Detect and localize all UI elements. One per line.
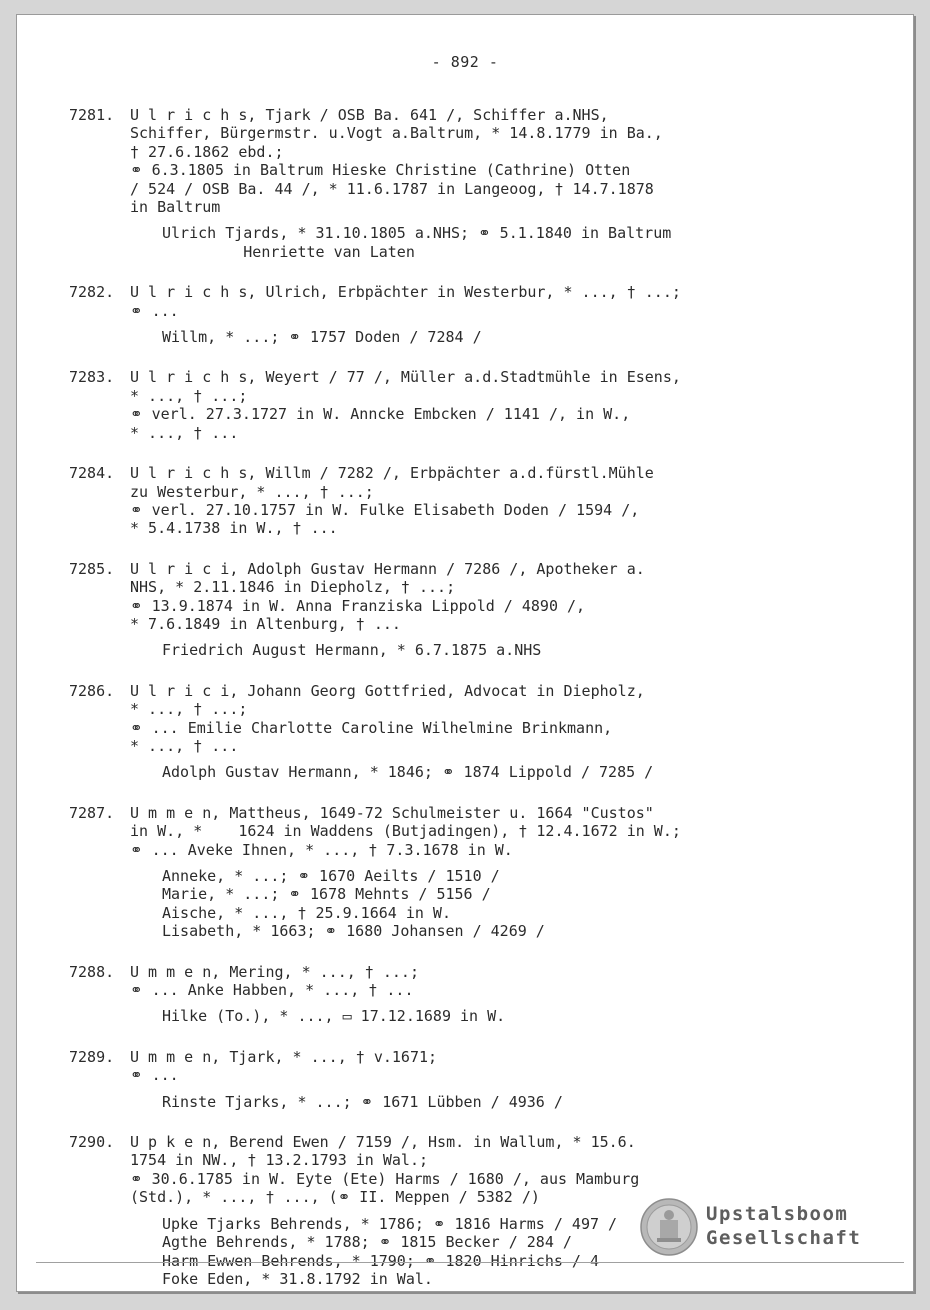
entry-line: U l r i c h s, Willm / 7282 /, Erbpächter a.d.fürstl.Mühle [130,464,654,483]
entry-line: † 27.6.1862 ebd.; [130,142,284,161]
entry-line: ⚭ ... [130,1066,179,1085]
entry [69,804,849,941]
child-line: Anneke, * ...; ⚭ 1670 Aeilts / 1510 / [162,867,500,885]
child-line: Upke Tjarks Behrends, * 1786; ⚭ 1816 Harms / 497 / [162,1214,618,1233]
entry [69,464,849,538]
child-line: Marie, * ...; ⚭ 1678 Mehnts / 5156 / [162,885,491,904]
entry-line: U m m e n, Mering, * ..., † ...; [130,962,419,981]
entry-line: ⚭ 13.9.1874 in W. Anna Franziska Lippold / 4890 /, [130,596,586,615]
entry-line: NHS, * 2.11.1846 in Diepholz, † ...; [130,578,456,597]
children-list [162,224,849,261]
child-line: Foke Eden, * 31.8.1792 in Wal. [162,1269,433,1288]
entry-number: 7288. [69,962,115,981]
entry-number: 7286. [69,681,115,700]
child-line: Henriette van Laten [162,242,415,261]
entry-line: U m m e n, Tjark, * ..., † v.1671; [130,1047,438,1066]
page-number: - 892 - [431,53,499,71]
entry-line: ⚭ ... Aveke Ihnen, * ..., † 7.3.1678 in W. [130,840,513,859]
entry-number: 7283. [69,368,115,387]
entry-line: ⚭ verl. 27.10.1757 in W. Fulke Elisabeth Doden / 1594 /, [130,500,640,519]
entry-text [130,283,849,320]
entry-head [69,464,849,538]
entry-head [69,560,849,634]
entry-line: * ..., † ...; [130,700,248,719]
child-line: Hilke (To.), * ..., ▭ 17.12.1689 in W. [162,1007,506,1026]
entry-line: 1754 in NW., † 13.2.1793 in Wal.; [130,1151,429,1170]
entry-line: (Std.), * ..., † ..., (⚭ II. Meppen / 5382 /) [130,1188,540,1207]
entry [69,560,849,660]
entry-line: / 524 / OSB Ba. 44 /, * 11.6.1787 in Langeoog, † 14.7.1878 [130,179,654,198]
logo-line-1: Upstalsboom [706,1203,849,1225]
entry-line: ⚭ verl. 27.3.1727 in W. Anncke Embcken / 1141 /, in W., [130,405,631,424]
child-line: Adolph Gustav Hermann, * 1846; ⚭ 1874 Lippold / 7285 / [162,763,654,782]
entry-head [69,1048,849,1085]
child-line: Willm, * ...; ⚭ 1757 Doden / 7284 / [162,328,482,347]
entry-line: ⚭ ... [130,301,179,320]
upstalsboom-logo [640,1196,890,1262]
children-list [162,763,849,781]
entry [69,106,849,261]
children-list [162,1007,849,1025]
entry-head [69,106,849,216]
entry-number: 7285. [69,559,115,578]
entry [69,368,849,442]
child-line: Rinste Tjarks, * ...; ⚭ 1671 Lübben / 4936 / [162,1092,563,1111]
entry-number: 7290. [69,1133,115,1152]
entry-head [69,368,849,442]
child-line: Aische, * ..., † 25.9.1664 in W. [162,903,451,922]
child-line: Agthe Behrends, * 1788; ⚭ 1815 Becker / 284 / [162,1233,572,1252]
entry [69,963,849,1026]
entry-head [69,682,849,756]
children-list [162,867,849,941]
entry-line: ⚭ 6.3.1805 in Baltrum Hieske Christine (Cathrine) Otten [130,161,631,180]
entry-line: ⚭ ... Anke Habben, * ..., † ... [130,981,414,1000]
entry-line: U l r i c i, Adolph Gustav Hermann / 7286 /, Apotheker a. [130,559,645,578]
entry-line: * 5.4.1738 in W., † ... [130,519,338,538]
entry-line: zu Westerbur, * ..., † ...; [130,482,374,501]
entry [69,1048,849,1111]
entry [69,283,849,346]
entry-line: ⚭ ... Emilie Charlotte Caroline Wilhelmine Brinkmann, [130,718,613,737]
entry-line: in W., * 1624 in Waddens (Butjadingen), † 12.4.1672 in W.; [130,822,681,841]
entry-text [130,368,849,442]
footer-divider [36,1262,904,1263]
entry-text [130,1048,849,1085]
entry-head [69,963,849,1000]
entry-line: in Baltrum [130,198,221,217]
entry-line: ⚭ 30.6.1785 in W. Eyte (Ete) Harms / 1680 /, aus Mamburg [130,1169,640,1188]
children-list [162,328,849,346]
child-line: Ulrich Tjards, * 31.10.1805 a.NHS; ⚭ 5.1.1840 in Baltrum [162,224,672,243]
entry-line: U l r i c i, Johann Georg Gottfried, Advocat in Diepholz, [130,681,645,700]
children-list [162,641,849,659]
child-line: Friedrich August Hermann, * 6.7.1875 a.NHS [162,641,542,660]
entry-line: U l r i c h s, Ulrich, Erbpächter in Westerbur, * ..., † ...; [130,283,681,302]
entry-line: U l r i c h s, Tjark / OSB Ba. 641 /, Schiffer a.NHS, [130,106,609,124]
entry-number: 7287. [69,803,115,822]
child-line: Lisabeth, * 1663; ⚭ 1680 Johansen / 4269 / [162,922,545,941]
entry-text [130,560,849,634]
children-list [162,1093,849,1111]
entry-text [130,804,849,859]
entry-head [69,283,849,320]
entry-line: * ..., † ... [130,736,239,755]
entry-line: Schiffer, Bürgermstr. u.Vogt a.Baltrum, * 14.8.1779 in Ba., [130,124,663,143]
entry-line: * 7.6.1849 in Altenburg, † ... [130,614,401,633]
entry-number: 7281. [69,106,115,124]
entry-line: * ..., † ...; [130,386,248,405]
entry-line: U m m e n, Mattheus, 1649-72 Schulmeister u. 1664 "Custos" [130,803,654,822]
document-page [16,14,914,1292]
child-line: Harm Ewwen Behrends, * 1790; ⚭ 1820 Hinrichs / 4 [162,1251,600,1270]
entry-line: U p k e n, Berend Ewen / 7159 /, Hsm. in Wallum, * 15.6. [130,1133,636,1152]
entry-number: 7282. [69,283,115,302]
entry-text [130,464,849,538]
entry-text [130,963,849,1000]
entry-number: 7289. [69,1047,115,1066]
entry-text [130,106,849,216]
entry-head [69,804,849,859]
logo-line-2: Gesellschaft [706,1227,862,1249]
genealogy-entries [69,106,849,1310]
entry-text [130,682,849,756]
entry-number: 7284. [69,464,115,483]
entry-line: * ..., † ... [130,423,239,442]
seal-icon [640,1198,698,1256]
entry-line: U l r i c h s, Weyert / 77 /, Müller a.d.Stadtmühle in Esens, [130,368,681,387]
entry [69,682,849,782]
